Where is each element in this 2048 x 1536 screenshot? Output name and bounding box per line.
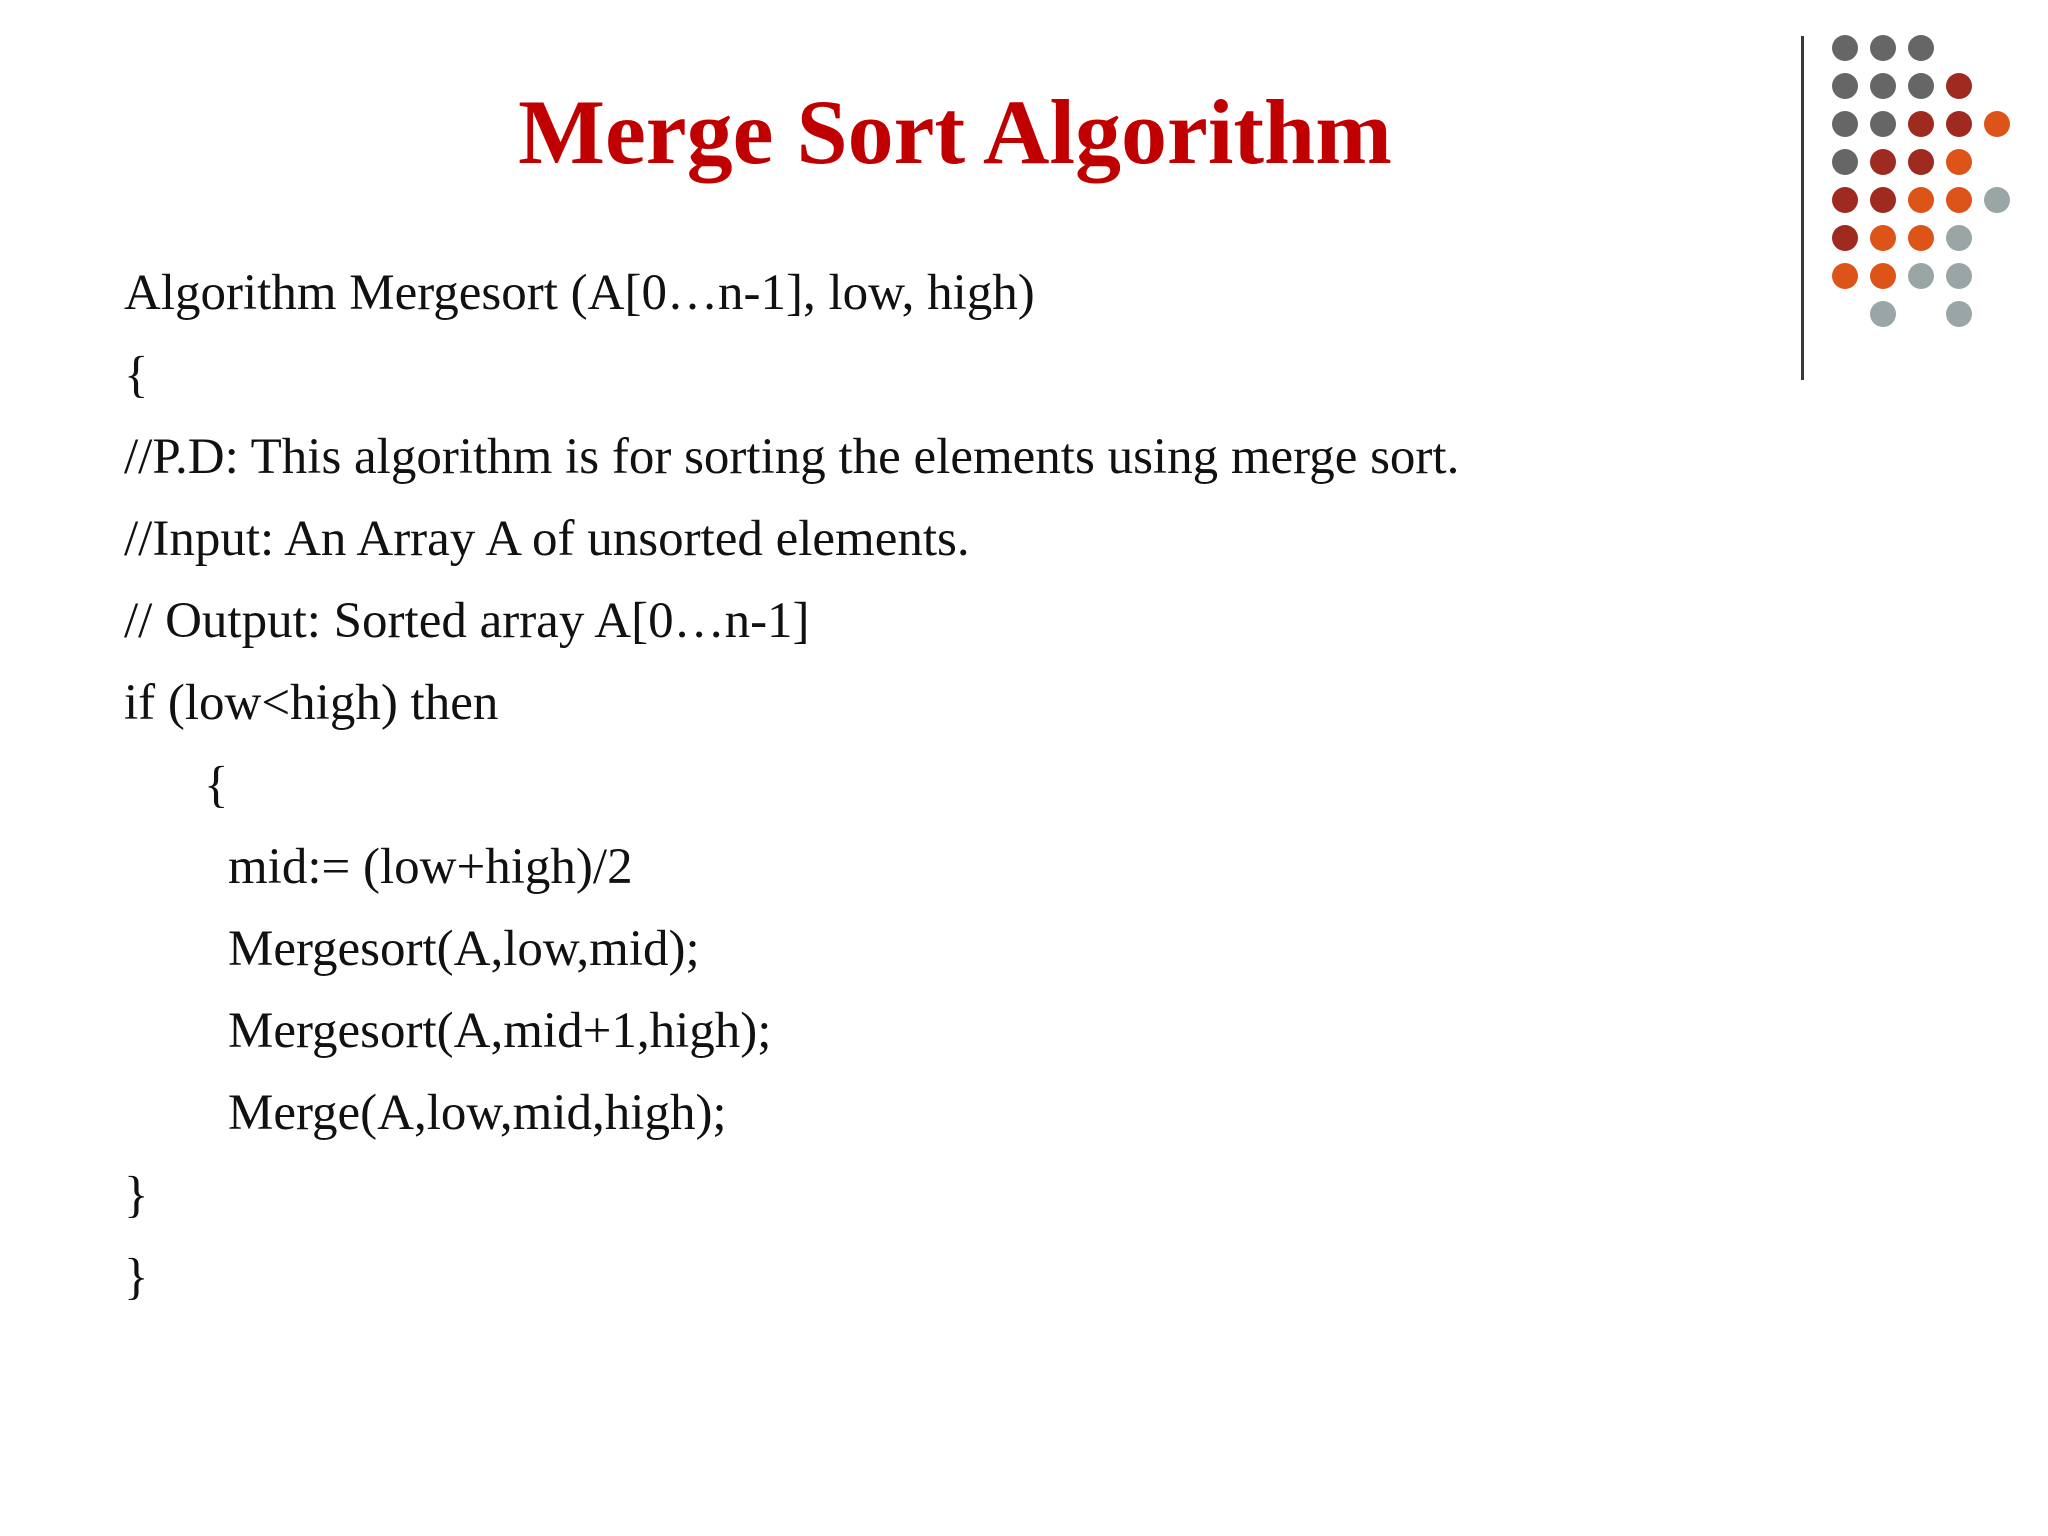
code-line: mid:= (low+high)/2: [228, 839, 633, 895]
decorative-dot: [1908, 187, 1934, 213]
code-line: }: [124, 1167, 149, 1223]
decorative-dot: [1870, 35, 1896, 61]
decorative-dot: [1984, 187, 2010, 213]
decorative-dot: [1870, 187, 1896, 213]
decorative-dot: [1908, 111, 1934, 137]
code-line: Mergesort(A,mid+1,high);: [228, 1003, 772, 1059]
decorative-dot: [1946, 225, 1972, 251]
decorative-dot: [1946, 187, 1972, 213]
decorative-dot: [1946, 149, 1972, 175]
decorative-dot: [1984, 111, 2010, 137]
code-line: Mergesort(A,low,mid);: [228, 921, 700, 977]
vertical-divider: [1801, 36, 1804, 380]
decorative-dot: [1870, 225, 1896, 251]
decorative-dot: [1870, 263, 1896, 289]
decorative-dot: [1946, 73, 1972, 99]
slide-title: Merge Sort Algorithm: [518, 81, 1392, 183]
decorative-dot-grid: [1830, 30, 2048, 350]
code-line: //Input: An Array A of unsorted elements.: [124, 511, 970, 567]
code-line: }: [124, 1249, 149, 1305]
decorative-dot: [1870, 301, 1896, 327]
code-line: {: [204, 757, 229, 813]
decorative-dot: [1946, 111, 1972, 137]
code-line: Merge(A,low,mid,high);: [228, 1085, 727, 1141]
decorative-dot: [1832, 149, 1858, 175]
decorative-dot: [1946, 301, 1972, 327]
decorative-dot: [1870, 73, 1896, 99]
decorative-dot: [1908, 263, 1934, 289]
decorative-dot: [1908, 35, 1934, 61]
decorative-dot: [1832, 263, 1858, 289]
decorative-dot: [1908, 225, 1934, 251]
code-line: // Output: Sorted array A[0…n-1]: [124, 593, 810, 649]
code-line: //P.D: This algorithm is for sorting the elements using merge sort.: [124, 429, 1460, 485]
decorative-dot: [1832, 187, 1858, 213]
code-line: if (low<high) then: [124, 675, 499, 731]
decorative-dot: [1870, 111, 1896, 137]
decorative-dot: [1832, 111, 1858, 137]
decorative-dot: [1946, 263, 1972, 289]
decorative-dot: [1908, 149, 1934, 175]
pseudocode-block: [124, 252, 1459, 1318]
decorative-dot: [1832, 35, 1858, 61]
decorative-dot: [1832, 73, 1858, 99]
code-line: {: [124, 347, 149, 403]
code-line: Algorithm Mergesort (A[0…n-1], low, high): [124, 265, 1035, 321]
decorative-dot: [1870, 149, 1896, 175]
decorative-dot: [1832, 225, 1858, 251]
decorative-dot: [1908, 73, 1934, 99]
